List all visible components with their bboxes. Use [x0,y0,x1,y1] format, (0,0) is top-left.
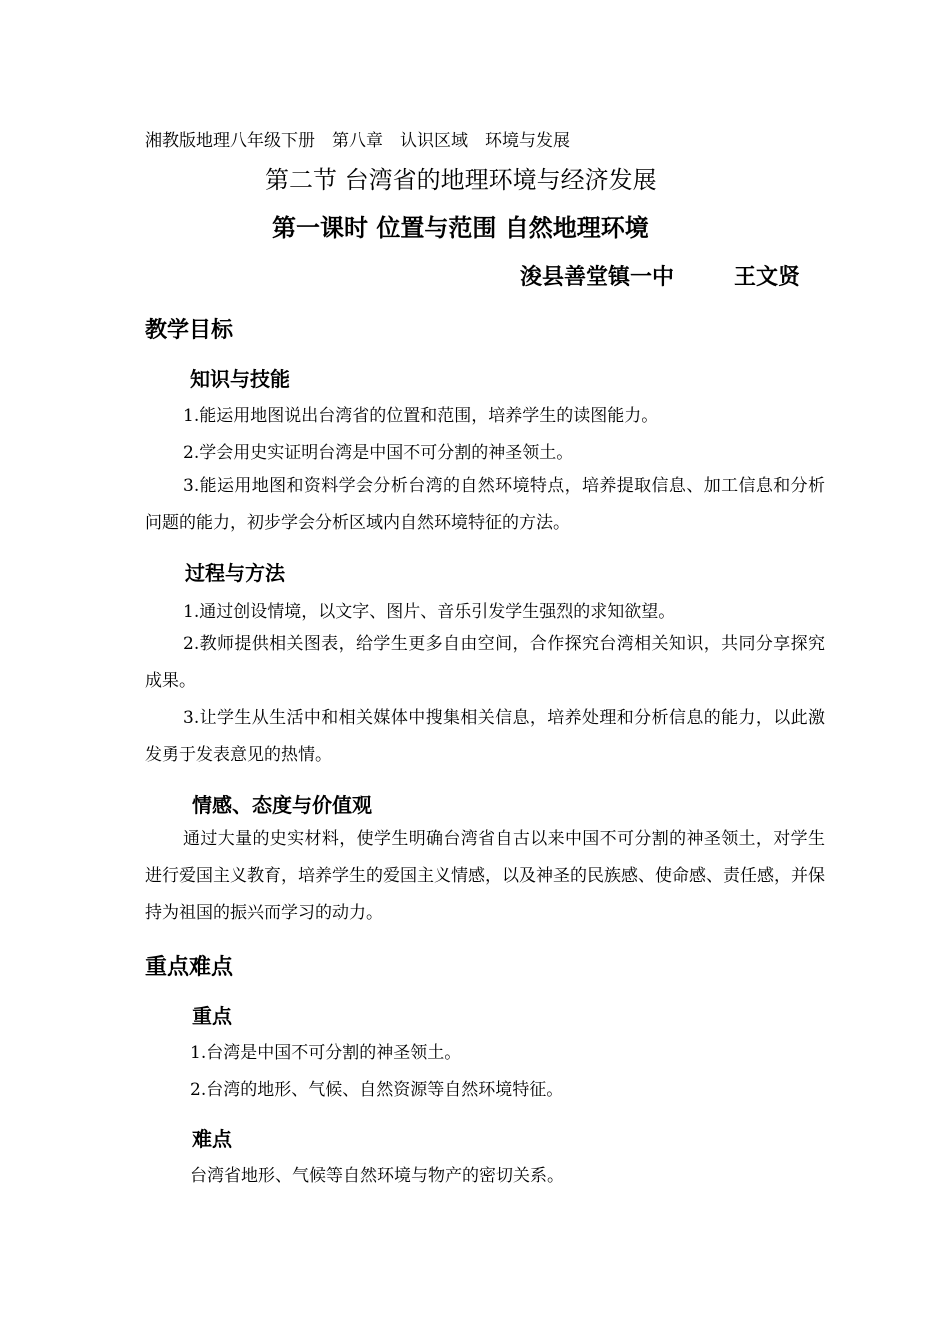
process-item-1: 1.通过创设情境，以文字、图片、音乐引发学生强烈的求知欲望。 [183,602,676,622]
knowledge-item-3: 3.能运用地图和资料学会分析台湾的自然环境特点，培养提取信息、加工信息和分析问题的能力，初步学会分析区域内自然环境特征的方法。 [145,476,825,533]
focus-heading: 重点 [192,1004,232,1028]
author-name: 王文贤 [734,265,801,290]
process-item-2: 2.教师提供相关图表，给学生更多自由空间，合作探究台湾相关知识，共同分享探究成果。 [145,634,825,691]
knowledge-heading: 知识与技能 [190,367,290,391]
focus-item-1: 1.台湾是中国不可分割的神圣领土。 [190,1043,462,1063]
section-title: 第二节 台湾省的地理环境与经济发展 [265,166,657,194]
lesson-title: 第一课时 位置与范围 自然地理环境 [272,214,649,242]
difficulty-text: 台湾省地形、气候等自然环境与物产的密切关系。 [190,1166,564,1186]
key-points-heading: 重点难点 [145,955,234,980]
emotion-text: 通过大量的史实材料，使学生明确台湾省自古以来中国不可分割的神圣领土，对学生进行爱国主义教育，培养学生的爱国主义情感，以及神圣的民族感、使命感、责任感，并保持为祖国的振兴而学习的动力。 [145,829,825,923]
author-school: 浚县善堂镇一中 [520,265,675,290]
knowledge-item-2: 2.学会用史实证明台湾是中国不可分割的神圣领土。 [183,443,574,463]
course-line: 湘教版地理八年级下册 第八章 认识区域 环境与发展 [145,131,570,151]
objectives-heading: 教学目标 [145,318,234,343]
difficulty-heading: 难点 [192,1127,232,1151]
process-item-3: 3.让学生从生活中和相关媒体中搜集相关信息，培养处理和分析信息的能力，以此激发勇于发表意见的热情。 [145,708,825,765]
focus-item-2: 2.台湾的地形、气候、自然资源等自然环境特征。 [190,1080,564,1100]
process-heading: 过程与方法 [185,561,285,585]
emotion-heading: 情感、态度与价值观 [192,793,372,817]
knowledge-item-1: 1.能运用地图说出台湾省的位置和范围，培养学生的读图能力。 [183,406,659,426]
